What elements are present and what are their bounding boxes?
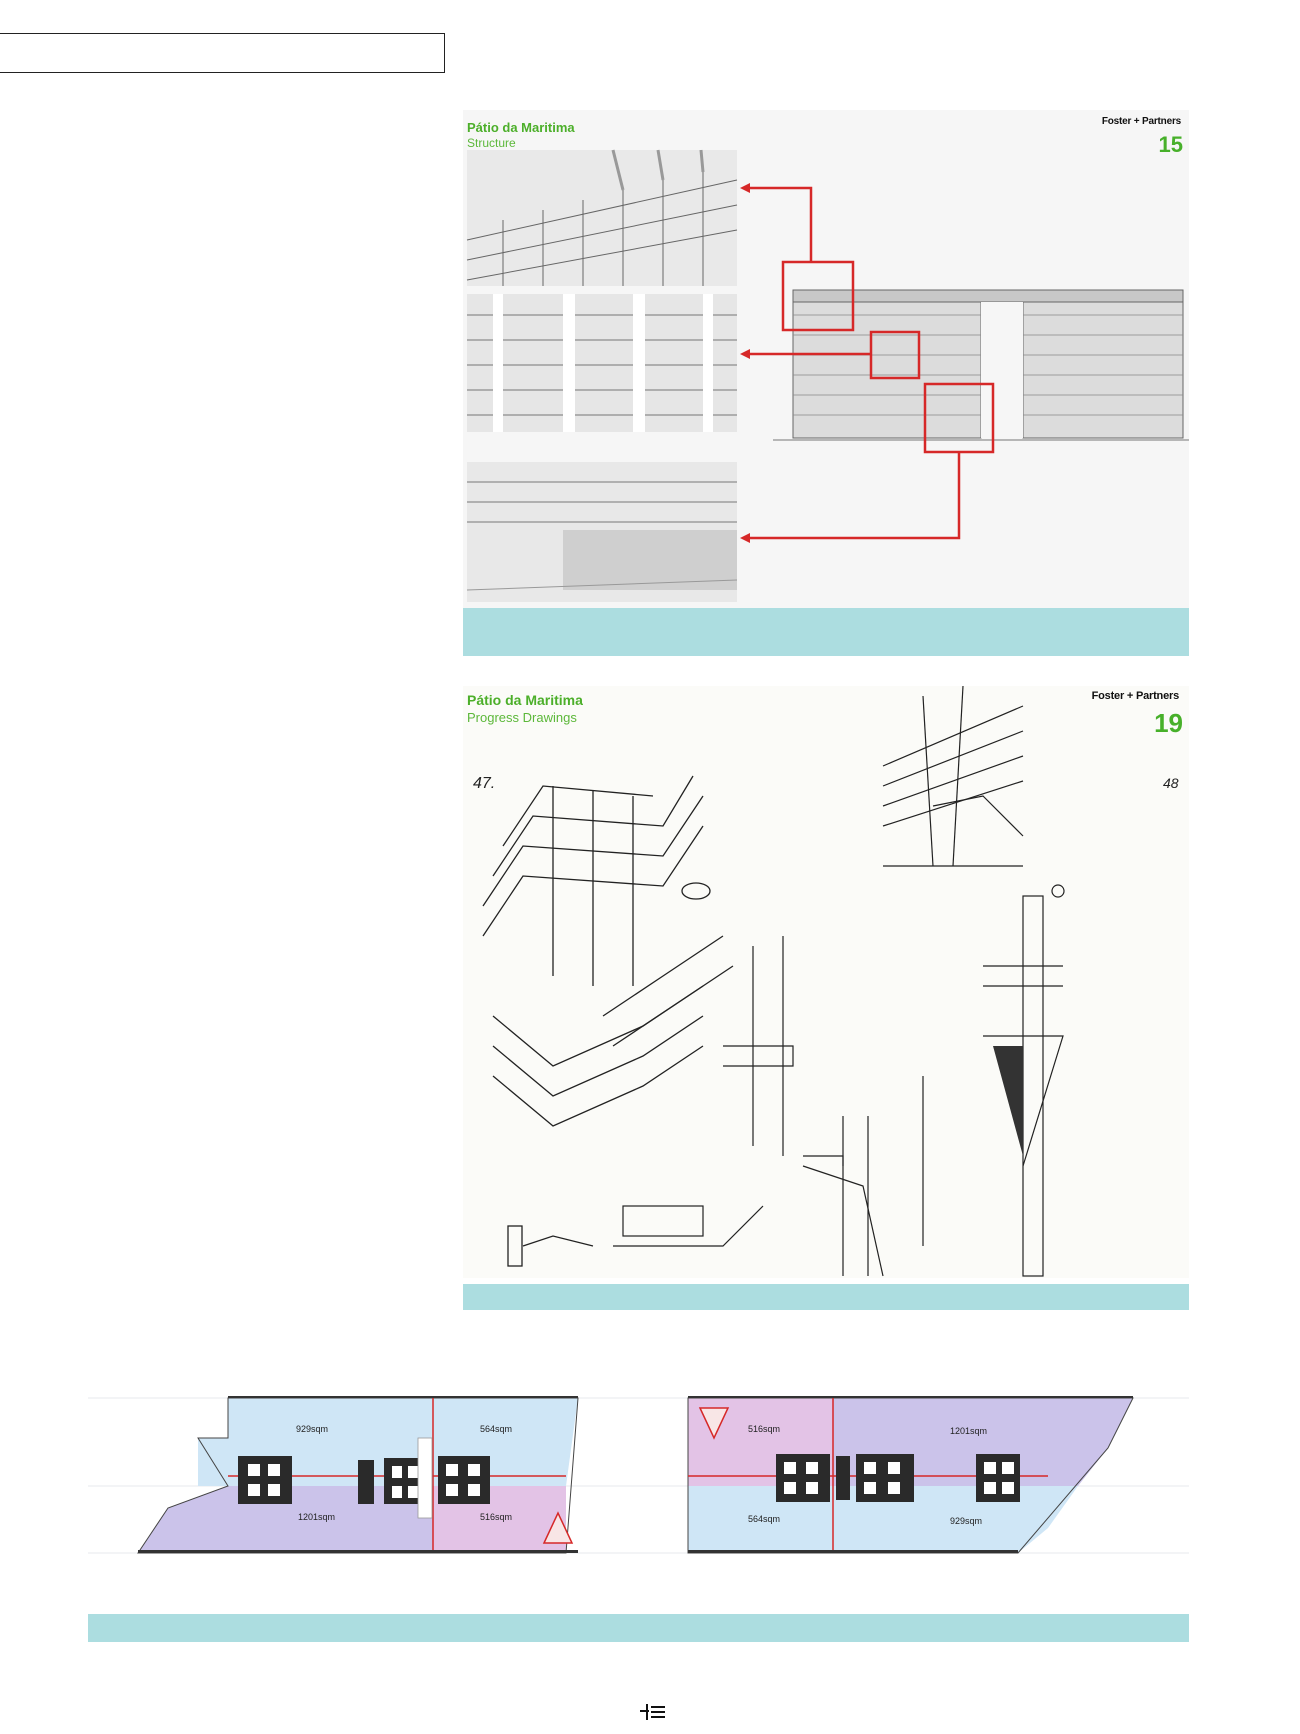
area-label: 929sqm xyxy=(950,1516,983,1526)
panel-subtitle: Progress Drawings xyxy=(467,710,577,725)
page-number: 19 xyxy=(1154,708,1183,738)
panel-structure xyxy=(463,110,1189,608)
header-box xyxy=(0,33,445,73)
sketch-number-right: 48 xyxy=(1163,775,1179,791)
sketch-column-detail xyxy=(613,936,883,1276)
panel-title: Pátio da Maritima xyxy=(467,692,583,708)
sketch-cladding-section xyxy=(923,885,1064,1276)
floor-plan-right-block xyxy=(688,1398,1133,1553)
sketch-number-left: 47. xyxy=(473,775,496,792)
area-label: 516sqm xyxy=(748,1424,781,1434)
brand-logo: Foster + Partners xyxy=(1101,116,1181,127)
panel-subtitle: Structure xyxy=(467,136,516,150)
caption-bar-3 xyxy=(88,1614,1189,1642)
area-label: 564sqm xyxy=(480,1424,513,1434)
footer-logo-icon xyxy=(640,1702,666,1722)
detail-thumbnail-facade xyxy=(467,294,737,432)
brand-logo: Foster + Partners xyxy=(1091,690,1179,702)
panel-progress-drawings xyxy=(463,686,1189,1278)
callout-arrowheads xyxy=(740,183,750,543)
caption-bar-2 xyxy=(463,1284,1189,1310)
area-label: 516sqm xyxy=(480,1512,513,1522)
area-label: 564sqm xyxy=(748,1514,781,1524)
floor-plan xyxy=(88,1368,1189,1588)
page-number: 15 xyxy=(1158,132,1183,157)
panel-title: Pátio da Maritima xyxy=(467,120,575,135)
sketch-shadow-fill xyxy=(993,1046,1023,1156)
building-elevation xyxy=(773,290,1189,440)
area-label: 929sqm xyxy=(296,1424,329,1434)
structure-drawings xyxy=(463,110,1189,608)
sketch-floor-slabs xyxy=(483,776,733,1266)
sketch-perspective-column xyxy=(883,686,1023,866)
hand-sketches xyxy=(463,686,1189,1278)
caption-bar-1 xyxy=(463,608,1189,656)
floor-plan-panel xyxy=(88,1368,1189,1588)
detail-thumbnail-base xyxy=(467,462,737,602)
floor-plan-left-block xyxy=(138,1398,578,1553)
detail-thumbnail-roof xyxy=(467,150,737,286)
area-label: 1201sqm xyxy=(950,1426,988,1436)
area-label: 1201sqm xyxy=(298,1512,336,1522)
